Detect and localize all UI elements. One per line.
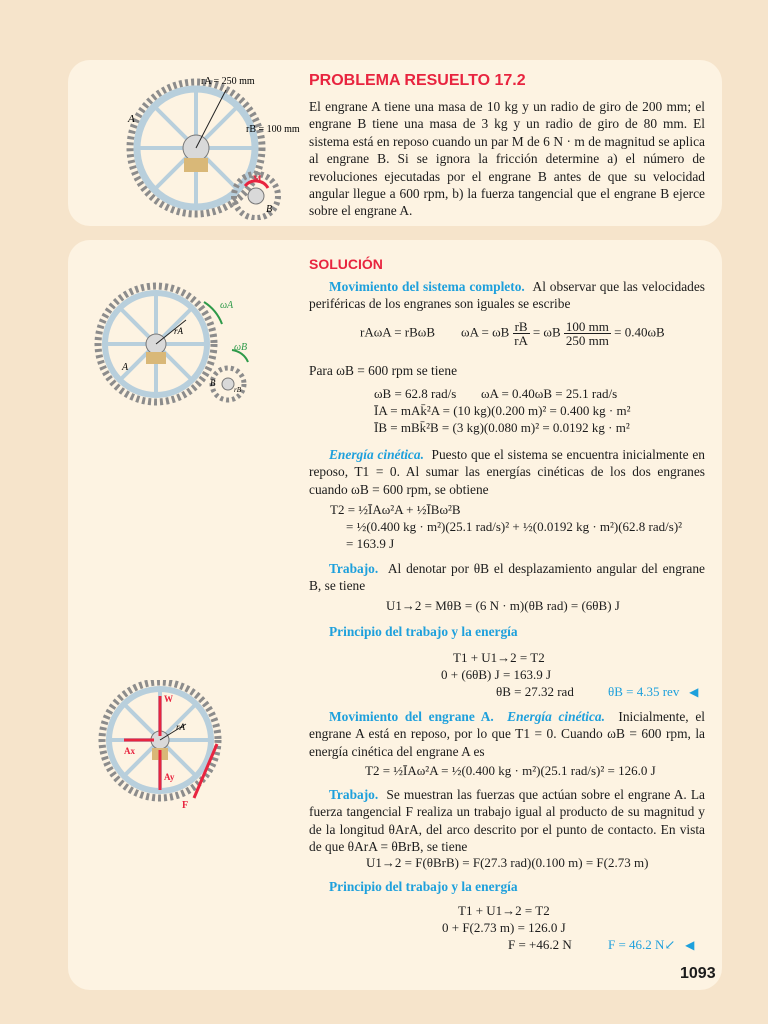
sec6-heading: Trabajo.: [329, 787, 379, 802]
sec1-paragraph: [309, 278, 705, 313]
sec2-text: Puesto que el sistema se encuentra inicialmente en reposo, T1 = 0. Al sumar las energías cinéticas de los dos engranes cuando ωB = 600 rpm, se obtiene: [309, 447, 705, 497]
sec3-heading: Trabajo.: [329, 561, 379, 576]
fig2-label-ra: rA: [174, 326, 183, 336]
ra-line: [196, 90, 226, 148]
answer-1: θB = 4.35 rev ◀: [608, 684, 699, 699]
eq14: T1 + U1→2 = T2: [458, 903, 550, 918]
eq8: U1→2 = MθB = (6 N · m)(θB rad) = (6θB) J: [386, 598, 620, 613]
eq1-mid: ωA = ωB: [461, 324, 510, 340]
sec2-paragraph: [309, 446, 705, 498]
fig-label-b: B: [266, 204, 273, 215]
fig2-label-rb: rB: [234, 386, 241, 394]
sec5-paragraph: [309, 708, 705, 760]
fig3-label-ax: Ax: [124, 746, 135, 756]
solution-card: [68, 240, 722, 990]
eq10: 0 + (6θB) J = 163.9 J: [441, 667, 552, 682]
eq1-row: [360, 320, 665, 347]
eq9: T1 + U1→2 = T2: [453, 650, 545, 665]
eq1-eq: = ωB: [532, 324, 561, 340]
fig2-label-b: B: [210, 378, 216, 388]
eq1-frac1: $\frac{rB}{rA}$: [514, 319, 528, 348]
page-number: 1093: [680, 965, 716, 982]
eq15: 0 + F(2.73 m) = 126.0 J: [442, 920, 566, 935]
eq4: ĪB = mBk̄²B = (3 kg)(0.080 m)² = 0.0192 kg · m²: [374, 420, 630, 435]
sec6-paragraph: [309, 786, 705, 856]
gear-b-hub: [248, 188, 264, 204]
sec5-heading-2: Energía cinética.: [507, 709, 605, 724]
answer-marker-icon: ◀: [689, 685, 699, 699]
answer-marker-icon: ◀: [685, 938, 695, 952]
eq2a: ωB = 62.8 rad/s: [374, 386, 457, 401]
eq11: θB = 27.32 rad: [496, 684, 574, 699]
eq1-frac2: $\frac{100 mm}{250 mm}$: [565, 319, 609, 348]
sec4-heading: Principio del trabajo y la energía: [329, 624, 518, 639]
fig2-label-a: A: [122, 362, 129, 373]
gear-figure: [98, 70, 318, 220]
para-text: Para ωB = 600 rpm se tiene: [309, 363, 458, 378]
gear-system-figure: [94, 280, 309, 440]
eq1-left: rAωA = rBωB: [360, 324, 436, 340]
fig2-label-wb: ωB: [234, 342, 248, 353]
sec7-heading: Principio del trabajo y la energía: [329, 879, 518, 894]
sec2-heading: Energía cinética.: [329, 447, 424, 462]
sec1-heading: Movimiento del sistema completo.: [329, 279, 525, 294]
solution-title: SOLUCIÓN: [309, 256, 383, 272]
sec5-heading: Movimiento del engrane A.: [329, 709, 494, 724]
fig-label-m: M: [253, 174, 262, 184]
fig3-label-w: W: [164, 694, 173, 704]
eq1-right: = 0.40ωB: [614, 324, 665, 340]
eq13: U1→2 = F(θBrB) = F(27.3 rad)(0.100 m) = F(2.73 m): [366, 855, 649, 870]
fig3-label-ra: rA: [176, 722, 185, 732]
eq6: = ½(0.400 kg · m²)(25.1 rad/s)² + ½(0.0192 kg · m²)(62.8 rad/s)²: [346, 519, 683, 534]
eq2b: ωA = 0.40ωB = 25.1 rad/s: [481, 386, 618, 401]
sec3-paragraph: [309, 560, 705, 595]
eq12: T2 = ½ĪAω²A = ½(0.400 kg · m²)(25.1 rad/s)² = 126.0 J: [365, 763, 656, 778]
sec5-text: Inicialmente, el engrane A está en reposo, por lo que T1 = 0. Cuando ωB = 600 rpm, la energía cinética del engrane A es: [309, 709, 706, 759]
gear-a-support: [184, 158, 208, 172]
free-body-figure: [94, 680, 254, 830]
fig3-label-f: F: [182, 800, 189, 811]
fig3-label-ay: Ay: [164, 772, 175, 782]
fig-label-rb: rB = 100 mm: [246, 124, 300, 135]
fig-label-a: A: [128, 113, 135, 125]
eq7: = 163.9 J: [346, 536, 395, 551]
problem-text: El engrane A tiene una masa de 10 kg y un radio de giro de 200 mm; el engrane B tiene una masa de 3 kg y un radio de giro de 80 mm. El sistema está en reposo cuando un par M de 6 N · m de magnitud se aplica al engrane B. Si se ignora la fricción determine a) el número de revoluciones ejecutadas por el engrane B antes de que su velocidad angular llegue a 600 rpm, b) la fuerza tangencial que el engrane B ejerce sobre el engrane A.: [309, 99, 705, 219]
problem-card: [68, 60, 722, 226]
sec6-text: Se muestran las fuerzas que actúan sobre el engrane A. La fuerza tangencial F realiza un trabajo igual al producto de su magnitud y de la longitud θArA, del arco descrito por el punto de contacto. En vista de que θArA = θBrB, se tiene: [309, 787, 705, 855]
sec1-text: Al observar que las velocidades periféricas de los engranes son iguales se escribe: [309, 279, 705, 312]
answer-2: F = 46.2 N↙ ◀: [608, 937, 695, 952]
sec3-text: Al denotar por θB el desplazamiento angular del engrane B, se tiene: [309, 561, 705, 594]
eq16: F = +46.2 N: [508, 937, 572, 952]
eq5: T2 = ½ĪAω²A + ½ĪBω²B: [330, 502, 461, 517]
problem-title: PROBLEMA RESUELTO 17.2: [309, 72, 526, 89]
fig2-label-wa: ωA: [220, 300, 234, 311]
eq3: ĪA = mAk̄²A = (10 kg)(0.200 m)² = 0.400 kg · m²: [374, 403, 631, 418]
fig-label-ra: rA = 250 mm: [201, 76, 255, 87]
